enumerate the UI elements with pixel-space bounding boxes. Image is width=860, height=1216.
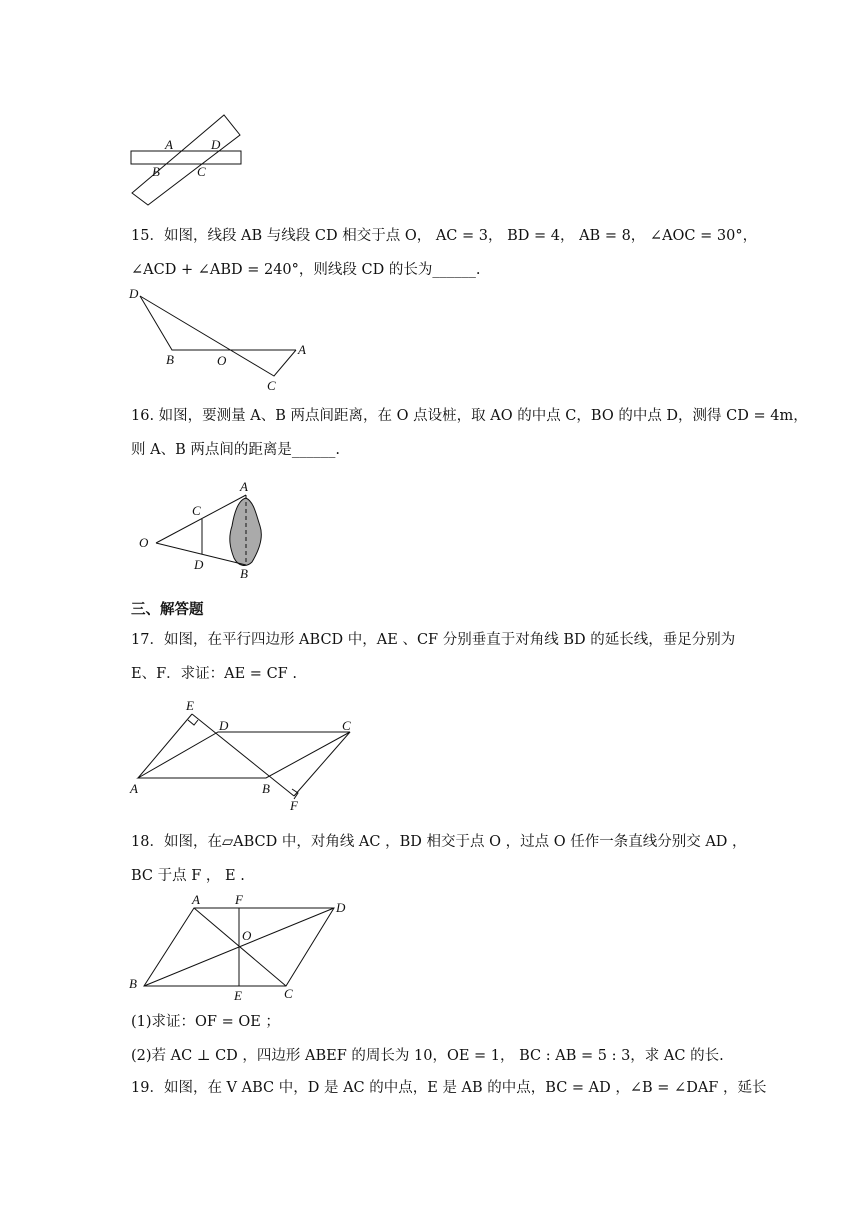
q15-line1: 15．如图，线段 AB 与线段 CD 相交于点 O， AC = 3， BD = 4， AB = 8， ∠AOC = 30°，	[131, 228, 758, 244]
q19-line1: 19．如图，在 V ABC 中，D 是 AC 的中点，E 是 AB 的中点，BC = AD ，∠B = ∠DAF ，延长	[131, 1080, 767, 1096]
q15-line2: ∠ACD + ∠ABD = 240°，则线段 CD 的长为______.	[131, 262, 481, 278]
label-D: D	[336, 900, 346, 915]
label-B: B	[152, 164, 160, 179]
label-B: B	[166, 352, 174, 367]
q18-part1: (1)求证：OF = OE ；	[131, 1014, 280, 1030]
label-C: C	[267, 378, 276, 393]
label-A: A	[240, 479, 248, 494]
label-D: D	[211, 137, 221, 152]
label-D: D	[219, 718, 229, 733]
q18-line1: 18．如图，在▱ABCD 中，对角线 AC ，BD 相交于点 O ，过点 O 任作一条直线分别交 AD ，	[131, 834, 747, 850]
label-D: D	[194, 557, 204, 572]
label-C: C	[342, 718, 351, 733]
label-O: O	[242, 928, 252, 943]
q18-line2: BC 于点 F ， E .	[131, 868, 245, 884]
figure-16	[134, 474, 274, 584]
label-D: D	[129, 286, 139, 301]
q18-part2: (2)若 AC ⊥ CD ，四边形 ABEF 的周长为 10，OE = 1， BC : AB = 5 : 3，求 AC 的长.	[131, 1048, 724, 1064]
q17-line2: E、F．求证：AE = CF .	[131, 666, 297, 682]
label-B: B	[262, 781, 270, 796]
slanted-strip	[132, 115, 240, 205]
figure-18	[126, 892, 356, 1006]
label-C: C	[284, 986, 293, 1001]
label-A: A	[165, 137, 173, 152]
label-A: A	[298, 342, 306, 357]
parallelogram	[138, 732, 350, 778]
label-F: F	[235, 892, 243, 907]
q16-line1: 16. 如图，要测量 A、B 两点间距离，在 O 点设桩，取 AO 的中点 C，BO 的中点 D，测得 CD = 4m，	[131, 408, 808, 424]
label-O: O	[217, 353, 227, 368]
label-E: E	[186, 698, 194, 713]
figure-17	[126, 694, 366, 818]
figure-14	[128, 112, 248, 207]
label-O: O	[139, 535, 149, 550]
q17-line1: 17．如图，在平行四边形 ABCD 中，AE 、CF 分别垂直于对角线 BD 的延长线，垂足分别为	[131, 632, 736, 648]
label-C: C	[197, 164, 206, 179]
label-E: E	[234, 988, 242, 1003]
figure-15	[126, 284, 316, 396]
label-A: A	[130, 781, 138, 796]
label-C: C	[192, 503, 201, 518]
q16-line2: 则 A、B 两点间的距离是______.	[131, 442, 340, 458]
label-B: B	[240, 566, 248, 581]
label-F: F	[290, 798, 298, 813]
section-title: 三、解答题	[131, 601, 204, 618]
label-B: B	[129, 976, 137, 991]
horizontal-strip	[131, 151, 241, 164]
label-A: A	[192, 892, 200, 907]
